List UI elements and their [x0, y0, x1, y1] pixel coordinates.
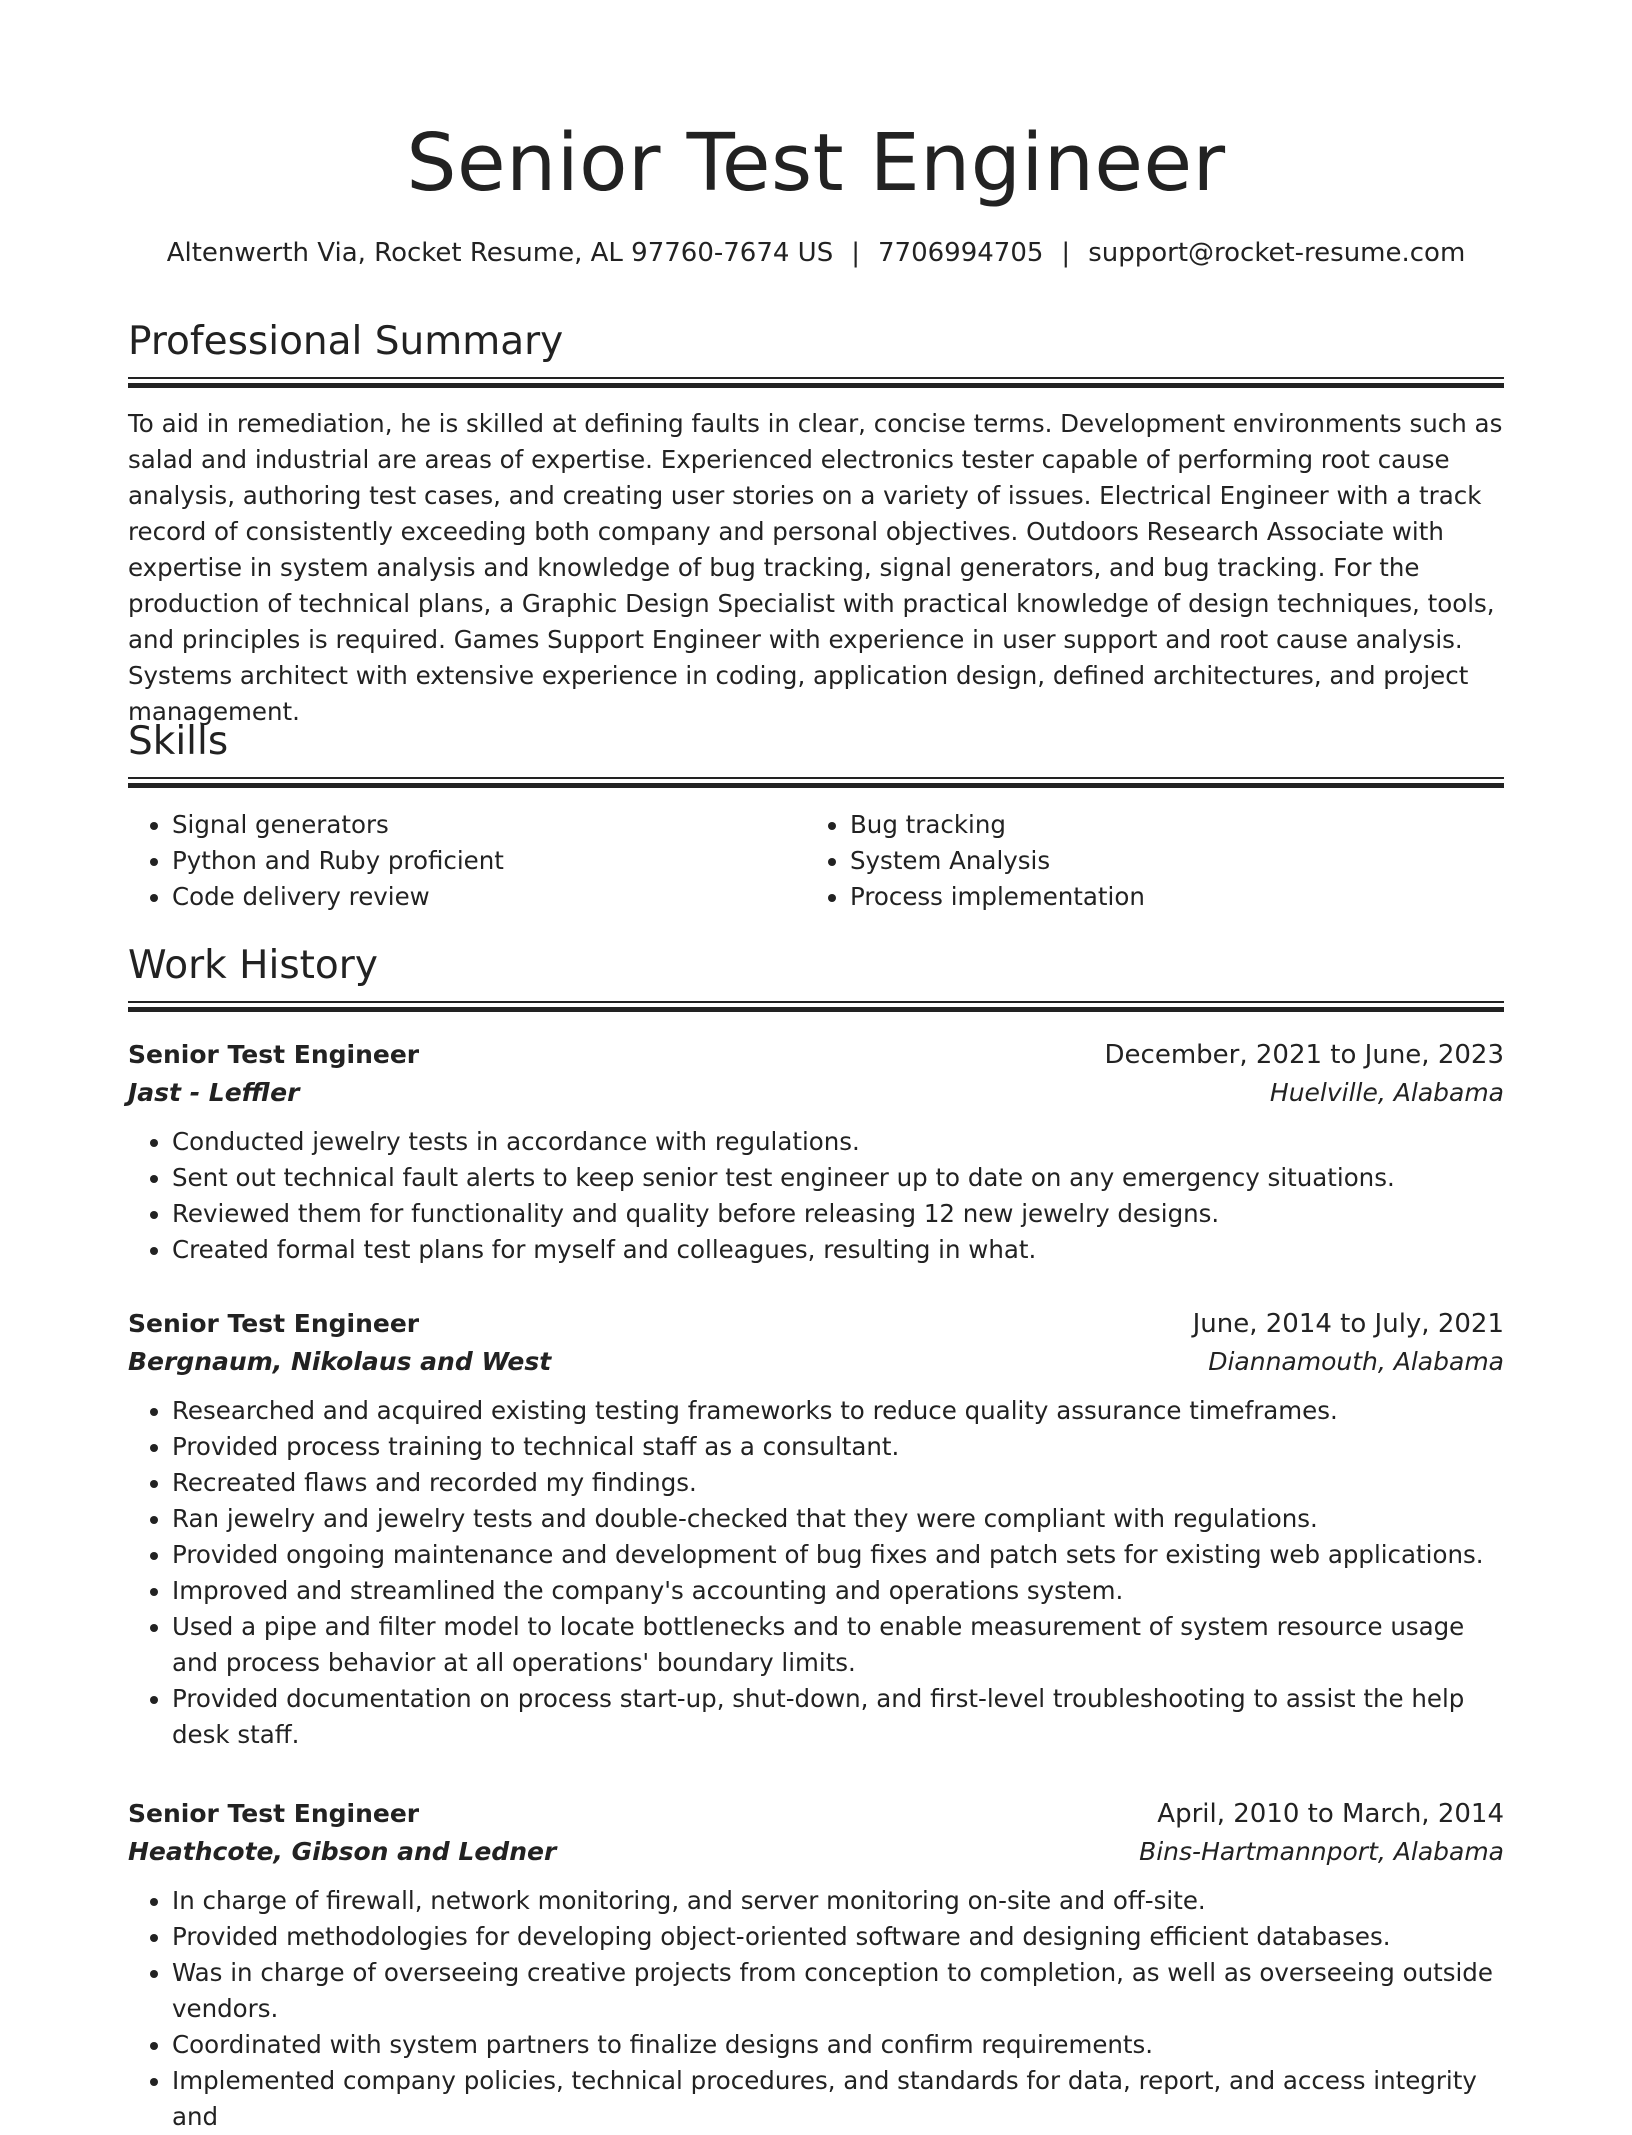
resume-title: Senior Test Engineer: [406, 117, 1226, 209]
summary-text: To aid in remediation, he is skilled at defining faults in clear, concise terms. Development environments such as salad and industrial are areas of expertise. Experienced electronics tester capable of performing root cause analysis, authoring test cases, and creating user stories on a variety of issues. Electrical Engineer with a track record of consistently exceeding both company and personal objectives. Outdoors Research Associate with expertise in system analysis and knowledge of bug tracking, signal generators, and bug tracking. For the production of technical plans, a Graphic Design Specialist with practical knowledge of design techniques, tools, and principles is required. Games Support Engineer with experience in user support and root cause analysis. Systems architect with extensive experience in coding, application design, defined architectures, and project management.: [128, 409, 1503, 726]
job-title: Senior Test Engineer: [128, 1309, 420, 1338]
job-bullet: • Used a pipe and filter model to locate bottlenecks and to enable measurement of system resource usage and process behavior at all operations' boundary limits.: [172, 1609, 1504, 1681]
job-bullet: • Reviewed them for functionality and quality before releasing 12 new jewelry designs.: [172, 1196, 1504, 1232]
contact-phone: 7706994705: [878, 238, 1044, 268]
job-title: Senior Test Engineer: [128, 1040, 420, 1069]
job-bullet: • Improved and streamlined the company's accounting and operations system.: [172, 1573, 1504, 1609]
job-bullet: • Researched and acquired existing testing frameworks to reduce quality assurance timeframes.: [172, 1393, 1504, 1429]
job-entry: [128, 1305, 1504, 1753]
job-bullet: • Conducted jewelry tests in accordance with regulations.: [172, 1124, 1504, 1160]
job-bullet: • Ran jewelry and jewelry tests and double-checked that they were compliant with regulations.: [172, 1501, 1504, 1537]
skill-item: • Process implementation: [850, 879, 1446, 915]
job-bullet: • Recreated flaws and recorded my findings.: [172, 1465, 1504, 1501]
skills-column-right: [806, 807, 1446, 915]
job-bullet: • Provided ongoing maintenance and development of bug fixes and patch sets for existing web applications.: [172, 1537, 1504, 1573]
skill-item: • Code delivery review: [172, 879, 768, 915]
contact-separator: |: [851, 238, 860, 268]
job-entry: [128, 1795, 1504, 2135]
summary-section: [128, 320, 1504, 365]
contact-line: [128, 238, 1504, 269]
contact-separator: |: [1061, 238, 1071, 268]
summary-divider: [128, 377, 1504, 390]
job-bullet: • Implemented company policies, technical procedures, and standards for data, report, and access integrity and: [172, 2063, 1504, 2135]
job-bullet: • Was in charge of overseeing creative projects from conception to completion, as well as overseeing outside vendors.: [172, 1955, 1504, 2027]
skill-item: • Signal generators: [172, 807, 768, 843]
skills-divider: [128, 777, 1504, 790]
job-bullet: • Provided process training to technical staff as a consultant.: [172, 1429, 1504, 1465]
job-bullet: • Coordinated with system partners to finalize designs and confirm requirements.: [172, 2027, 1504, 2063]
job-bullet: • In charge of firewall, network monitoring, and server monitoring on-site and off-site.: [172, 1883, 1504, 1919]
skill-item: • Bug tracking: [850, 807, 1446, 843]
contact-address: Altenwerth Via, Rocket Resume, AL 97760-7674 US: [166, 238, 834, 268]
work-heading: Work History: [128, 943, 378, 988]
job-location: Diannamouth, Alabama: [1208, 1347, 1504, 1376]
job-company: Jast - Leffler: [128, 1078, 300, 1107]
skills-list: [128, 807, 1504, 917]
skills-heading: Skills: [128, 719, 229, 764]
job-dates: April, 2010 to March, 2014: [1157, 1799, 1504, 1829]
summary-heading: Professional Summary: [128, 319, 564, 364]
job-entry: [128, 1036, 1504, 1268]
job-dates: December, 2021 to June, 2023: [1104, 1040, 1504, 1070]
skill-item: • System Analysis: [850, 843, 1446, 879]
contact-email: support@rocket-resume.com: [1088, 238, 1466, 268]
job-bullet: • Provided methodologies for developing object-oriented software and designing efficient databases.: [172, 1919, 1504, 1955]
job-location: Huelville, Alabama: [1269, 1078, 1504, 1107]
work-divider: [128, 1001, 1504, 1014]
job-dates: June, 2014 to July, 2021: [1192, 1309, 1504, 1339]
job-company: Heathcote, Gibson and Ledner: [128, 1837, 557, 1866]
skill-item: • Python and Ruby proficient: [172, 843, 768, 879]
job-bullet: • Sent out technical fault alerts to keep senior test engineer up to date on any emergency situations.: [172, 1160, 1504, 1196]
skills-section: [128, 720, 1504, 765]
job-title: Senior Test Engineer: [128, 1799, 420, 1828]
work-section: [128, 944, 1504, 989]
skills-column-left: [128, 807, 768, 915]
job-company: Bergnaum, Nikolaus and West: [128, 1347, 552, 1376]
job-bullet: • Provided documentation on process start-up, shut-down, and first-level troubleshooting to assist the help desk staff.: [172, 1681, 1504, 1753]
job-location: Bins-Hartmannport, Alabama: [1139, 1837, 1504, 1866]
job-bullet: • Created formal test plans for myself and colleagues, resulting in what.: [172, 1232, 1504, 1268]
